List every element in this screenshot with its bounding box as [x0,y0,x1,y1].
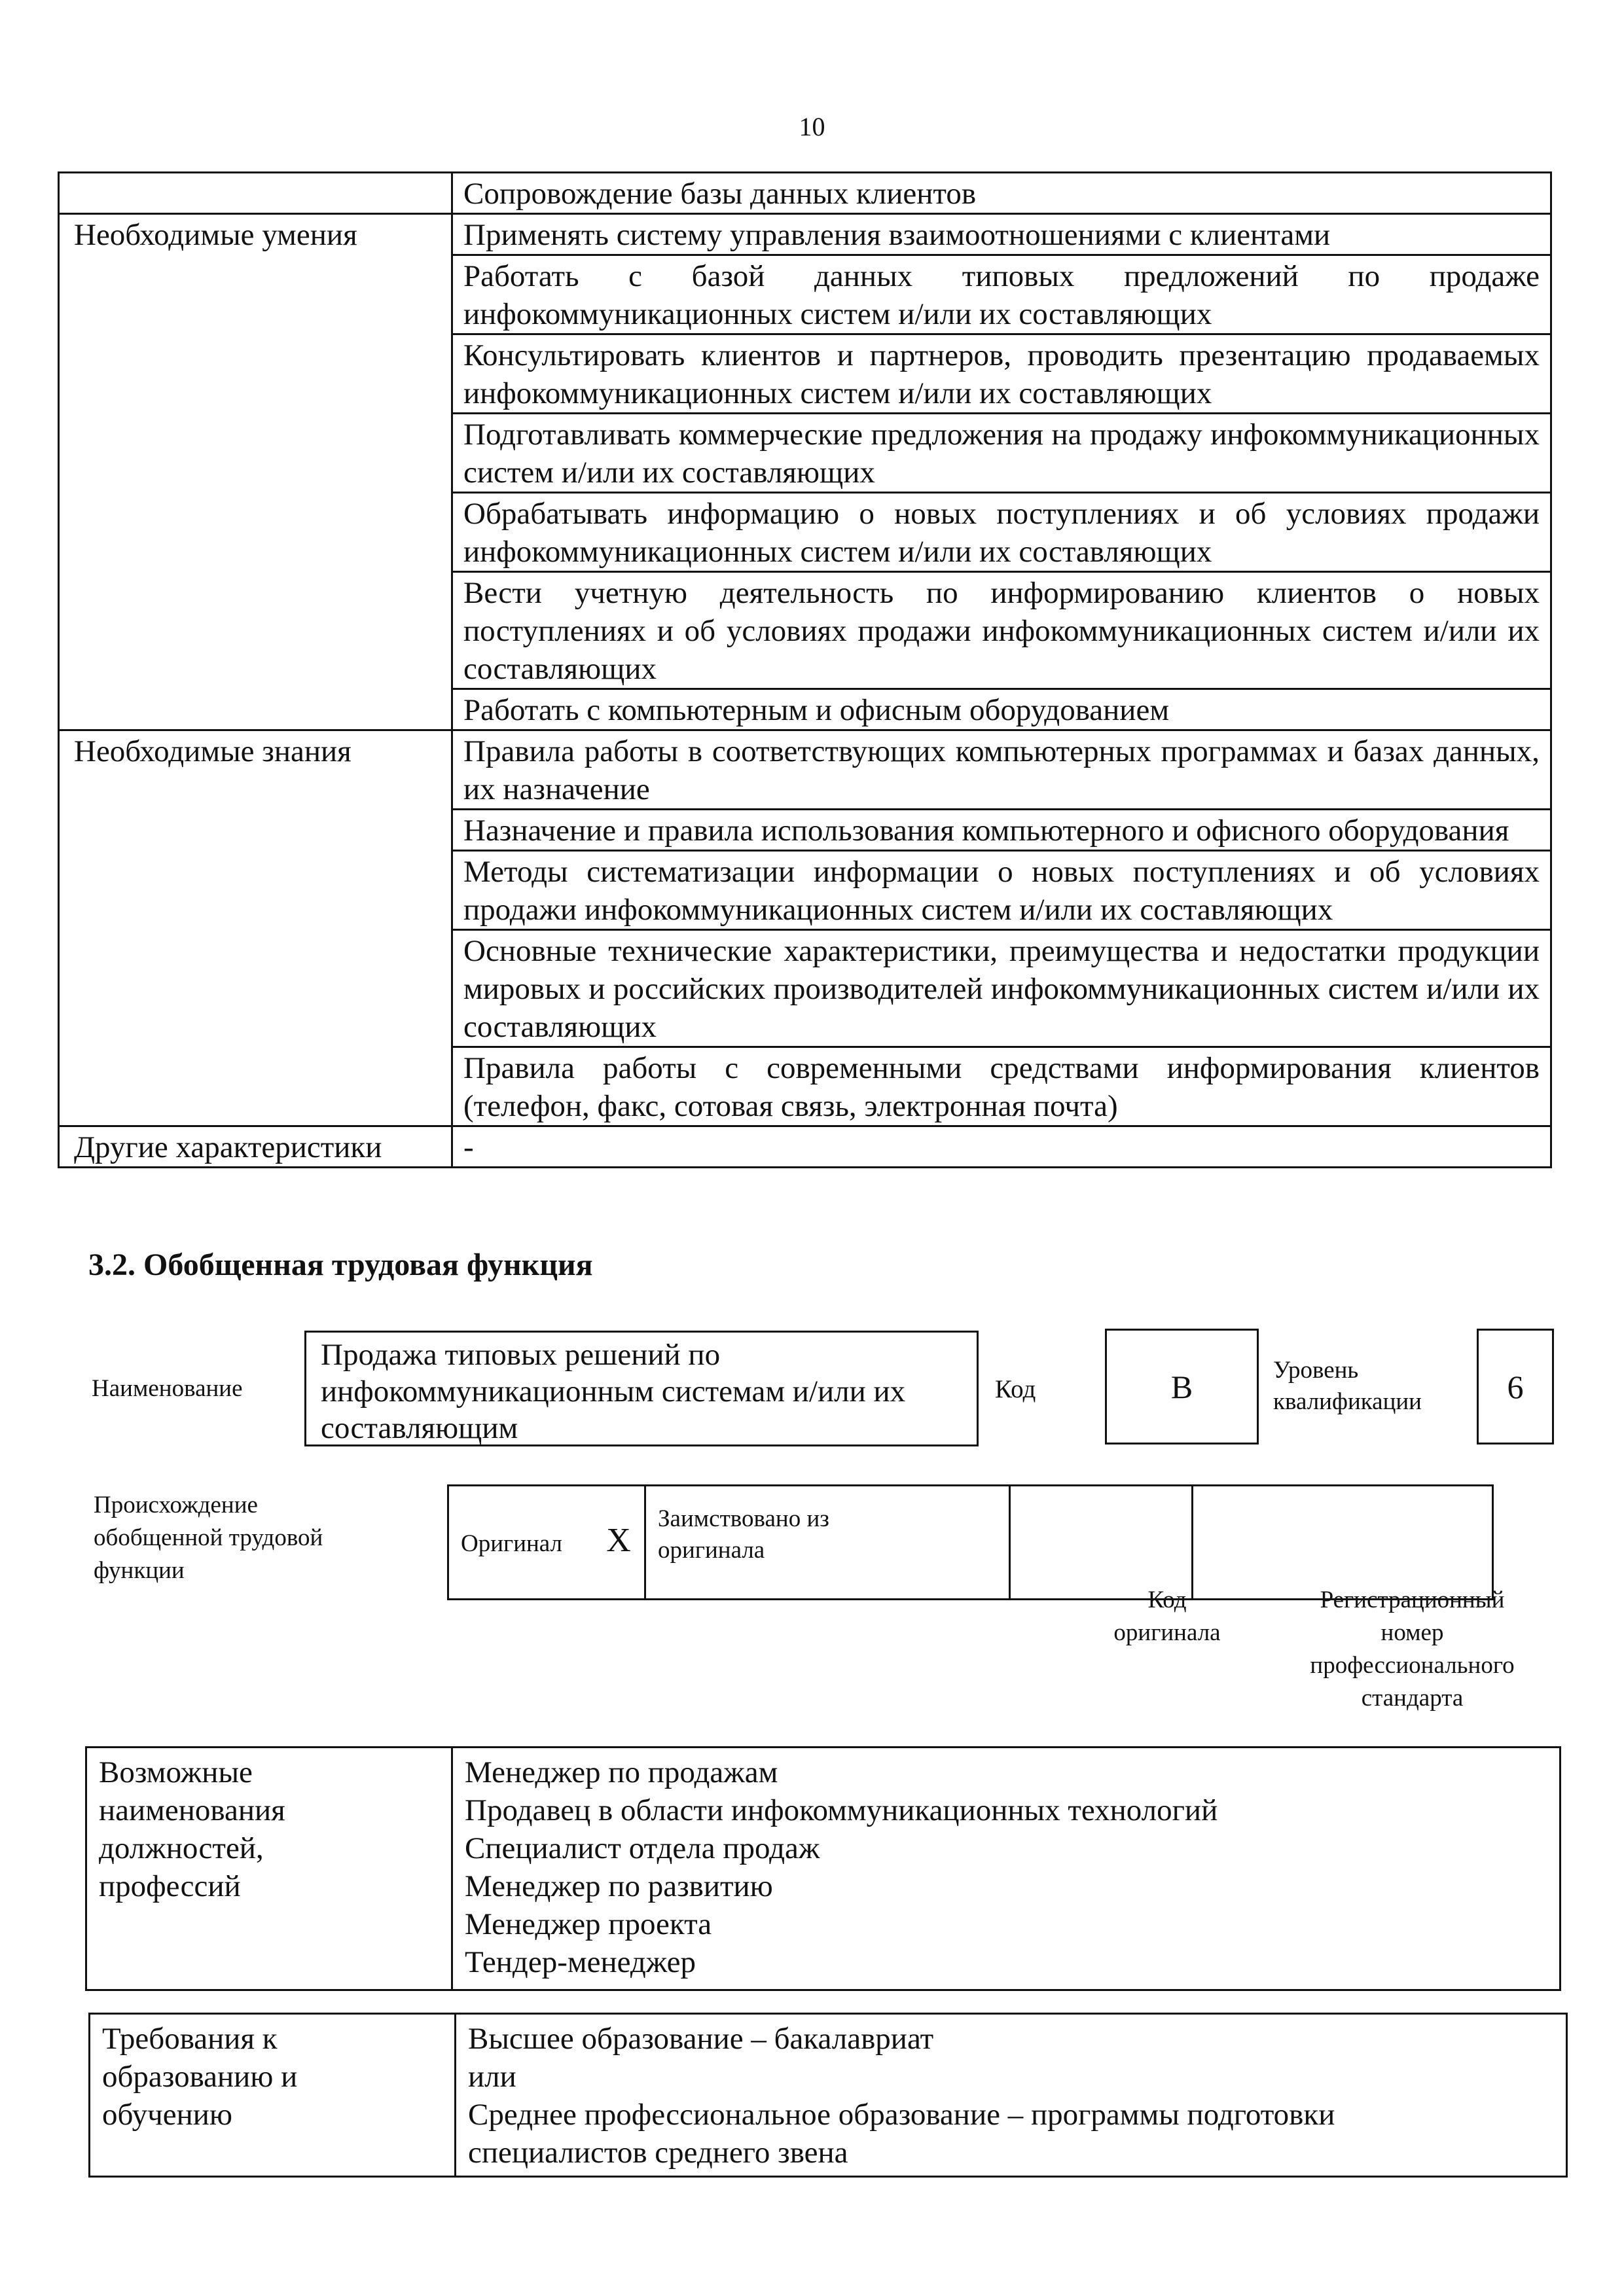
skill-item: Консультировать клиентов и партнеров, проводить презентацию продаваемых инфокоммуникационных систем и/или их составляющих [452,334,1551,414]
origin-table [447,1484,1494,1600]
original-label: Оригинал [461,1530,563,1557]
borrowed-label-line: оригинала [658,1537,765,1564]
original-code-cell [1010,1486,1193,1600]
level-label-line: квалификации [1273,1388,1422,1415]
caption-line: профессионального [1310,1652,1515,1679]
table-row [90,2014,1567,2177]
knowledge-item: Методы систематизации информации о новых поступлениях и об условиях продажи инфокоммуникационных систем и/или их составляющих [452,851,1551,930]
level-label-line: Уровень [1273,1357,1359,1384]
list-item: Менеджер по развитию [465,1869,773,1903]
caption-line: Код [1147,1587,1187,1613]
list-item: Менеджер проекта [465,1907,712,1941]
knowledge-item: Правила работы в соответствующих компьютерных программах и базах данных, их назначение [452,730,1551,810]
section-title: 3.2. Обобщенная трудовая функция [88,1247,593,1282]
original-mark: X [606,1522,631,1559]
label-line: обучению [102,2098,233,2132]
education-table [88,2013,1568,2178]
origin-label-line: функции [94,1557,185,1584]
list-item: Тендер-менеджер [465,1945,696,1979]
code-value: B [1170,1368,1193,1405]
table-row [59,173,1551,214]
skill-item: Применять систему управления взаимоотношениями с клиентами [452,214,1551,255]
knowledge-item: Назначение и правила использования компьютерного и офисного оборудования [452,810,1551,851]
skill-item: Обрабатывать информацию о новых поступлениях и об условиях продажи инфокоммуникационных систем и/или их составляющих [452,493,1551,572]
label-line: образованию и [102,2060,298,2094]
list-item: Менеджер по продажам [465,1755,778,1789]
positions-table [85,1746,1561,1991]
caption-line: номер [1380,1619,1444,1646]
origin-label-line: обобщенной трудовой [94,1524,323,1551]
caption-line: оригинала [1113,1619,1221,1646]
text-line: специалистов среднего звена [468,2136,848,2170]
caption-line: Регистрационный [1320,1587,1505,1613]
text-line: Высшее образование – бакалавриат [468,2022,934,2056]
table-row [59,214,1551,255]
registration-number-caption [1267,1584,1558,1715]
code-label: Код [995,1375,1036,1403]
knowledge-item: Правила работы с современными средствами информирования клиентов (телефон, факс, сотовая связь, электронная почта) [452,1047,1551,1126]
label-line: наименования [99,1793,285,1827]
label-line: Возможные [99,1755,253,1789]
table-row [448,1486,1493,1600]
qualification-level-label [1273,1355,1422,1418]
other-label: Другие характеристики [59,1126,452,1168]
skill-item: Работать с базой данных типовых предложений по продаже инфокоммуникационных систем и/или их составляющих [452,255,1551,334]
function-name-label: Наименование [92,1375,243,1402]
registration-number-cell [1193,1486,1493,1600]
text-line: Среднее профессиональное образование – программы подготовки [468,2098,1335,2132]
page-number: 10 [799,112,825,141]
table-row [59,730,1551,810]
origin-label-line: Происхождение [94,1492,258,1518]
knowledge-item: Основные технические характеристики, преимущества и недостатки продукции мировых и российских производителей инфокоммуникационных систем и/или их составляющих [452,930,1551,1047]
positions-label [86,1748,452,1990]
education-label [90,2014,456,2177]
list-item: Продавец в области инфокоммуникационных технологий [465,1793,1218,1827]
label-line: Требования к [102,2022,278,2056]
label-line: должностей, [99,1831,264,1865]
empty-label-cell [59,173,452,214]
skill-item: Вести учетную деятельность по информированию клиентов о новых поступлениях и об условиях продажи инфокоммуникационных систем и/или их составляющих [452,572,1551,689]
skill-item: Подготавливать коммерческие предложения на продажу инфокоммуникационных систем и/или их составляющих [452,414,1551,493]
skill-item: Работать с компьютерным и офисным оборудованием [452,689,1551,730]
function-name-box: Продажа типовых решений по инфокоммуникационным системам и/или их составляющим [304,1331,979,1446]
level-value: 6 [1507,1368,1524,1405]
code-box [1105,1329,1259,1444]
table-row [86,1748,1561,1990]
borrowed-cell [645,1486,1010,1600]
borrowed-label-line: Заимствовано из [658,1505,829,1532]
original-code-caption [1079,1584,1255,1649]
origin-label [94,1489,323,1587]
table-row [59,1126,1551,1168]
qualification-level-box [1477,1329,1554,1444]
caption-line: стандарта [1361,1685,1464,1712]
knowledge-label: Необходимые знания [59,730,452,1126]
education-requirements [456,2014,1567,2177]
list-item: Специалист отдела продаж [465,1831,820,1865]
text-line: или [468,2060,516,2094]
original-cell [448,1486,645,1600]
positions-list [452,1748,1561,1990]
skills-label: Необходимые умения [59,214,452,730]
label-line: профессий [99,1869,241,1903]
skills-knowledge-table [58,171,1552,1168]
other-value: - [452,1126,1551,1168]
table-cell: Сопровождение базы данных клиентов [452,173,1551,214]
